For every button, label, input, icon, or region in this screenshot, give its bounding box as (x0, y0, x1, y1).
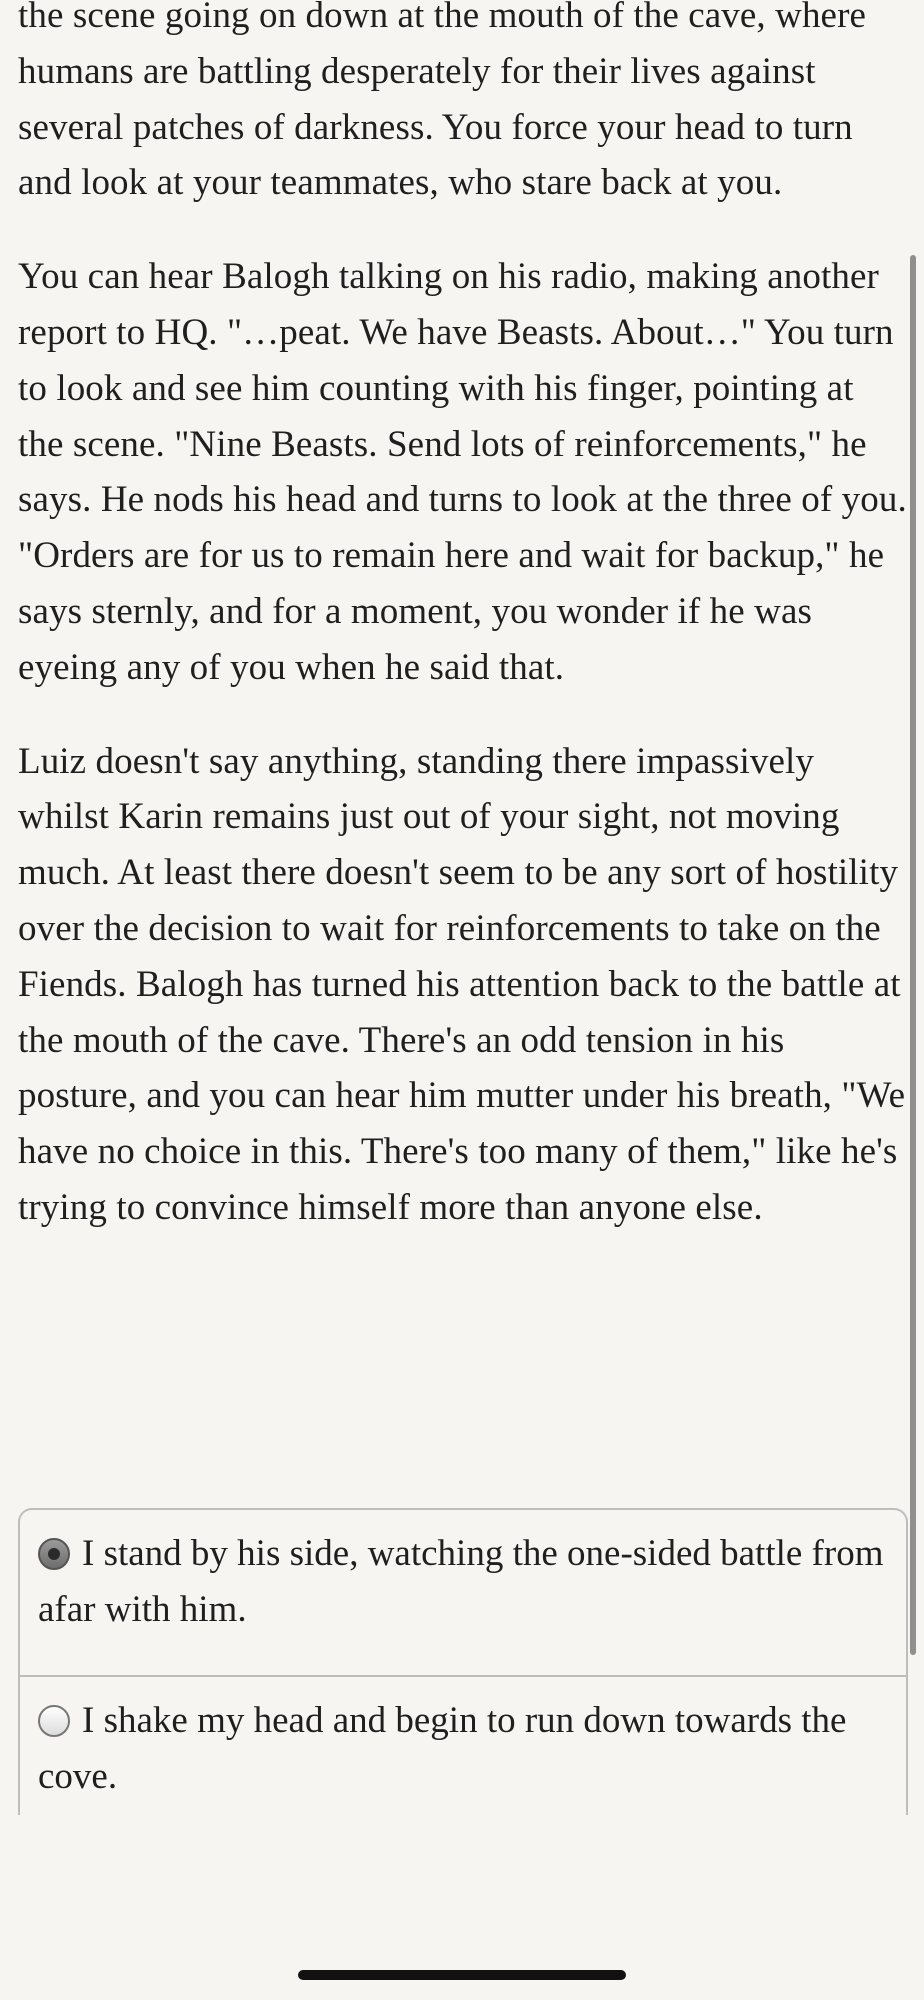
story-paragraph: the scene going on down at the mouth of the cave, where humans are battling desperately for their lives against several patches of darkness. You force your head to turn and look at your teammates, who stare back at you. (18, 0, 867, 204)
story-paragraph: You can hear Balogh talking on his radio, making another report to HQ. "…peat. We have Beasts. About…" You turn to look and see him counting with his finger, pointing at the scene. "Nine Beasts. Send lots of reinforcements," he says. He nods his head and turns to look at the three of you. "Orders are for us to remain here and wait for backup," he says sternly, and for a moment, you wonder if he was eyeing any of you when he said that. (18, 256, 907, 688)
home-indicator[interactable] (298, 1970, 626, 1980)
story-text (18, 0, 908, 1274)
story-paragraph: Luiz doesn't say anything, standing there impassively whilst Karin remains just out of your sight, not moving much. At least there doesn't seem to be any sort of hostility over the decision to wait for reinforcements to take on the Fiends. Balogh has turned his attention back to the battle at the mouth of the cave. There's an odd tension in his posture, and you can hear him mutter under his breath, "We have no choice in this. There's too many of them," like he's trying to convince himself more than anyone else. (18, 740, 906, 1228)
radio-selected-icon[interactable] (38, 1538, 70, 1570)
scrollbar[interactable] (910, 255, 916, 1655)
choice-list (18, 1508, 908, 1815)
choice-label: I stand by his side, watching the one-sided battle from afar with him. (38, 1533, 884, 1630)
radio-unselected-icon[interactable] (38, 1705, 70, 1737)
choice-option-run-down[interactable] (20, 1677, 906, 1805)
choice-option-stand-by-side[interactable] (20, 1510, 906, 1677)
choice-label: I shake my head and begin to run down towards the cove. (38, 1700, 847, 1797)
